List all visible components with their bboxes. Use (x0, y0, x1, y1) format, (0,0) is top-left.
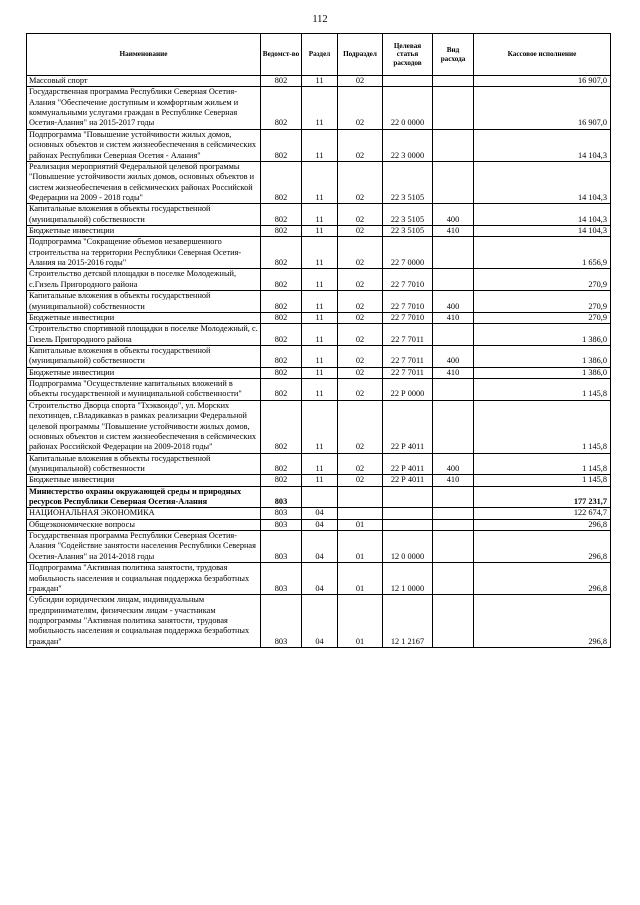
name-cell: Строительство спортивной площадки в поселке Молодежный, с. Гизель Пригородного района (27, 324, 261, 346)
subsection-cell: 02 (338, 345, 383, 367)
subsection-cell: 02 (338, 237, 383, 269)
target-cell: 12 0 0000 (383, 531, 433, 563)
exptype-cell (433, 508, 474, 519)
dept-cell: 802 (261, 367, 302, 378)
exptype-cell (433, 486, 474, 508)
subsection-cell: 01 (338, 531, 383, 563)
subsection-cell: 01 (338, 563, 383, 595)
dept-cell: 802 (261, 161, 302, 203)
amount-cell: 1 386,0 (474, 367, 611, 378)
table-row (27, 291, 611, 313)
exptype-cell (433, 595, 474, 648)
subsection-cell (338, 508, 383, 519)
target-cell: 22 Р 4011 (383, 400, 433, 453)
target-cell: 22 7 7011 (383, 367, 433, 378)
table-row (27, 453, 611, 475)
subsection-cell: 02 (338, 367, 383, 378)
exptype-cell: 400 (433, 453, 474, 475)
subsection-cell: 02 (338, 324, 383, 346)
header-name: Наименование (27, 34, 261, 76)
amount-cell: 14 104,3 (474, 226, 611, 237)
dept-cell: 802 (261, 475, 302, 486)
exptype-cell (433, 269, 474, 291)
name-cell: Министерство охраны окружающей среды и природных ресурсов Республики Северная Осетия-Алания (27, 486, 261, 508)
amount-cell: 14 104,3 (474, 161, 611, 203)
subsection-cell: 02 (338, 312, 383, 323)
dept-cell: 802 (261, 129, 302, 161)
section-cell: 11 (302, 345, 338, 367)
table-row (27, 367, 611, 378)
amount-cell: 16 907,0 (474, 87, 611, 129)
target-cell: 22 7 7011 (383, 324, 433, 346)
table-row (27, 519, 611, 530)
section-cell: 04 (302, 595, 338, 648)
dept-cell: 803 (261, 563, 302, 595)
amount-cell: 1 386,0 (474, 324, 611, 346)
section-cell: 04 (302, 508, 338, 519)
section-cell (302, 486, 338, 508)
subsection-cell: 01 (338, 595, 383, 648)
table-row (27, 508, 611, 519)
target-cell: 22 Р 4011 (383, 475, 433, 486)
name-cell: Общеэкономические вопросы (27, 519, 261, 530)
subsection-cell: 02 (338, 76, 383, 87)
exptype-cell (433, 519, 474, 530)
name-cell: Капитальные вложения в объекты государственной (муниципальной) собственности (27, 345, 261, 367)
target-cell (383, 486, 433, 508)
header-target: Целевая статья расходов (383, 34, 433, 76)
amount-cell: 296,8 (474, 563, 611, 595)
table-header-row (27, 34, 611, 76)
target-cell: 22 Р 0000 (383, 379, 433, 401)
name-cell: Государственная программа Республики Северная Осетия-Алания "Обеспечение доступным и комфортным жильем и коммунальными услугами граждан в Республике Северная Осетия-Алания" на 2015-2017 годы (27, 87, 261, 129)
target-cell: 22 3 0000 (383, 129, 433, 161)
amount-cell: 1 656,9 (474, 237, 611, 269)
dept-cell: 803 (261, 531, 302, 563)
section-cell: 11 (302, 312, 338, 323)
table-row (27, 475, 611, 486)
name-cell: Государственная программа Республики Северная Осетия-Алания "Содействие занятости населения Республики Северная Осетия-Алания" на 2014-2018 годы (27, 531, 261, 563)
amount-cell: 296,8 (474, 595, 611, 648)
target-cell: 12 1 2167 (383, 595, 433, 648)
subsection-cell: 02 (338, 400, 383, 453)
section-cell: 11 (302, 475, 338, 486)
exptype-cell (433, 563, 474, 595)
name-cell: Бюджетные инвестиции (27, 475, 261, 486)
dept-cell: 802 (261, 204, 302, 226)
name-cell: Капитальные вложения в объекты государственной (муниципальной) собственности (27, 291, 261, 313)
target-cell: 22 3 5105 (383, 226, 433, 237)
name-cell: Строительство детской площадки в поселке Молодежный, с.Гизель Пригородного района (27, 269, 261, 291)
table-row (27, 379, 611, 401)
section-cell: 11 (302, 204, 338, 226)
exptype-cell (433, 237, 474, 269)
dept-cell: 802 (261, 291, 302, 313)
exptype-cell: 410 (433, 226, 474, 237)
table-row (27, 595, 611, 648)
subsection-cell: 02 (338, 291, 383, 313)
name-cell: Капитальные вложения в объекты государственной (муниципальной) собственности (27, 204, 261, 226)
target-cell: 22 3 5105 (383, 161, 433, 203)
table-row (27, 269, 611, 291)
header-exptype: Вид расхода (433, 34, 474, 76)
dept-cell: 802 (261, 237, 302, 269)
subsection-cell: 01 (338, 519, 383, 530)
section-cell: 11 (302, 237, 338, 269)
target-cell (383, 76, 433, 87)
name-cell: Бюджетные инвестиции (27, 226, 261, 237)
section-cell: 11 (302, 76, 338, 87)
exptype-cell: 400 (433, 204, 474, 226)
subsection-cell: 02 (338, 379, 383, 401)
table-row (27, 345, 611, 367)
dept-cell: 803 (261, 595, 302, 648)
table-row (27, 87, 611, 129)
header-section: Раздел (302, 34, 338, 76)
exptype-cell: 400 (433, 291, 474, 313)
exptype-cell: 400 (433, 345, 474, 367)
table-row (27, 312, 611, 323)
target-cell (383, 508, 433, 519)
subsection-cell: 02 (338, 475, 383, 486)
name-cell: Субсидии юридическим лицам, индивидуальным предпринимателям, физическим лицам - участникам подпрограммы "Активная политика занятости, трудовая мобильность населения и социальная поддержка безработных граждан" (27, 595, 261, 648)
section-cell: 11 (302, 87, 338, 129)
section-cell: 11 (302, 269, 338, 291)
budget-table (26, 33, 611, 648)
target-cell (383, 519, 433, 530)
dept-cell: 803 (261, 519, 302, 530)
exptype-cell: 410 (433, 312, 474, 323)
name-cell: Подпрограмма "Повышение устойчивости жилых домов, основных объектов и систем жизнеобеспечения в сейсмических районах Республики Северная Осетия - Алания" (27, 129, 261, 161)
amount-cell: 270,9 (474, 291, 611, 313)
dept-cell: 802 (261, 87, 302, 129)
section-cell: 11 (302, 379, 338, 401)
subsection-cell: 02 (338, 161, 383, 203)
subsection-cell: 02 (338, 269, 383, 291)
header-dept: Ведомст-во (261, 34, 302, 76)
target-cell: 22 3 5105 (383, 204, 433, 226)
table-row (27, 563, 611, 595)
exptype-cell (433, 324, 474, 346)
section-cell: 11 (302, 226, 338, 237)
section-cell: 11 (302, 129, 338, 161)
target-cell: 22 7 7010 (383, 269, 433, 291)
subsection-cell: 02 (338, 204, 383, 226)
exptype-cell (433, 76, 474, 87)
section-cell: 11 (302, 367, 338, 378)
target-cell: 22 7 7011 (383, 345, 433, 367)
amount-cell: 1 145,8 (474, 400, 611, 453)
exptype-cell (433, 379, 474, 401)
page-number: 112 (312, 14, 328, 25)
name-cell: Капитальные вложения в объекты государственной (муниципальной) собственности (27, 453, 261, 475)
section-cell: 11 (302, 291, 338, 313)
exptype-cell (433, 400, 474, 453)
dept-cell: 802 (261, 269, 302, 291)
amount-cell: 296,8 (474, 519, 611, 530)
name-cell: НАЦИОНАЛЬНАЯ ЭКОНОМИКА (27, 508, 261, 519)
section-cell: 11 (302, 161, 338, 203)
table-row (27, 226, 611, 237)
table-row (27, 400, 611, 453)
dept-cell: 802 (261, 312, 302, 323)
exptype-cell: 410 (433, 475, 474, 486)
name-cell: Подпрограмма "Осуществление капитальных вложений в объекты государственной и муниципальной собственности" (27, 379, 261, 401)
table-row (27, 237, 611, 269)
exptype-cell (433, 161, 474, 203)
amount-cell: 1 145,8 (474, 453, 611, 475)
dept-cell: 802 (261, 400, 302, 453)
subsection-cell: 02 (338, 87, 383, 129)
name-cell: Бюджетные инвестиции (27, 312, 261, 323)
subsection-cell: 02 (338, 129, 383, 161)
name-cell: Подпрограмма "Сокращение объемов незавершенного строительства на территории Республики Северная Осетия-Алания на 2015-2016 годы" (27, 237, 261, 269)
amount-cell: 177 231,7 (474, 486, 611, 508)
table-row (27, 324, 611, 346)
section-cell: 11 (302, 324, 338, 346)
target-cell: 12 1 0000 (383, 563, 433, 595)
exptype-cell (433, 129, 474, 161)
section-cell: 04 (302, 519, 338, 530)
name-cell: Строительство Дворца спорта "Тхэквондо", ул. Морских пехотинцев, г.Владикавказ в рамках реализации Федеральной целевой программы "Повышение устойчивости жилых домов, основных объектов и систем жизнеобеспечения в сейсмических районах Российской Федерации на 2009-2018 годы" (27, 400, 261, 453)
table-row (27, 129, 611, 161)
dept-cell: 802 (261, 453, 302, 475)
subsection-cell: 02 (338, 453, 383, 475)
subsection-cell: 02 (338, 226, 383, 237)
name-cell: Подпрограмма "Активная политика занятости, трудовая мобильность населения и социальная поддержка безработных граждан" (27, 563, 261, 595)
name-cell: Массовый спорт (27, 76, 261, 87)
name-cell: Реализация мероприятий Федеральной целевой программы "Повышение устойчивости жилых домов, основных объектов и систем жизнеобеспечения в сейсмических районах Российской Федерации на 2009 - 2018 годы" (27, 161, 261, 203)
section-cell: 04 (302, 531, 338, 563)
table-row (27, 204, 611, 226)
table-row (27, 486, 611, 508)
amount-cell: 270,9 (474, 269, 611, 291)
amount-cell: 14 104,3 (474, 204, 611, 226)
section-cell: 11 (302, 453, 338, 475)
amount-cell: 1 145,8 (474, 379, 611, 401)
target-cell: 22 7 0000 (383, 237, 433, 269)
amount-cell: 14 104,3 (474, 129, 611, 161)
amount-cell: 1 386,0 (474, 345, 611, 367)
dept-cell: 803 (261, 486, 302, 508)
amount-cell: 296,8 (474, 531, 611, 563)
dept-cell: 803 (261, 508, 302, 519)
exptype-cell: 410 (433, 367, 474, 378)
table-row (27, 161, 611, 203)
amount-cell: 270,9 (474, 312, 611, 323)
section-cell: 11 (302, 400, 338, 453)
header-subsection: Подраздел (338, 34, 383, 76)
target-cell: 22 0 0000 (383, 87, 433, 129)
target-cell: 22 Р 4011 (383, 453, 433, 475)
amount-cell: 1 145,8 (474, 475, 611, 486)
dept-cell: 802 (261, 324, 302, 346)
target-cell: 22 7 7010 (383, 312, 433, 323)
exptype-cell (433, 531, 474, 563)
dept-cell: 802 (261, 226, 302, 237)
amount-cell: 122 674,7 (474, 508, 611, 519)
name-cell: Бюджетные инвестиции (27, 367, 261, 378)
table-row (27, 531, 611, 563)
subsection-cell (338, 486, 383, 508)
table-row (27, 76, 611, 87)
dept-cell: 802 (261, 379, 302, 401)
exptype-cell (433, 87, 474, 129)
section-cell: 04 (302, 563, 338, 595)
dept-cell: 802 (261, 76, 302, 87)
header-amount: Кассовое исполнение (474, 34, 611, 76)
target-cell: 22 7 7010 (383, 291, 433, 313)
dept-cell: 802 (261, 345, 302, 367)
amount-cell: 16 907,0 (474, 76, 611, 87)
